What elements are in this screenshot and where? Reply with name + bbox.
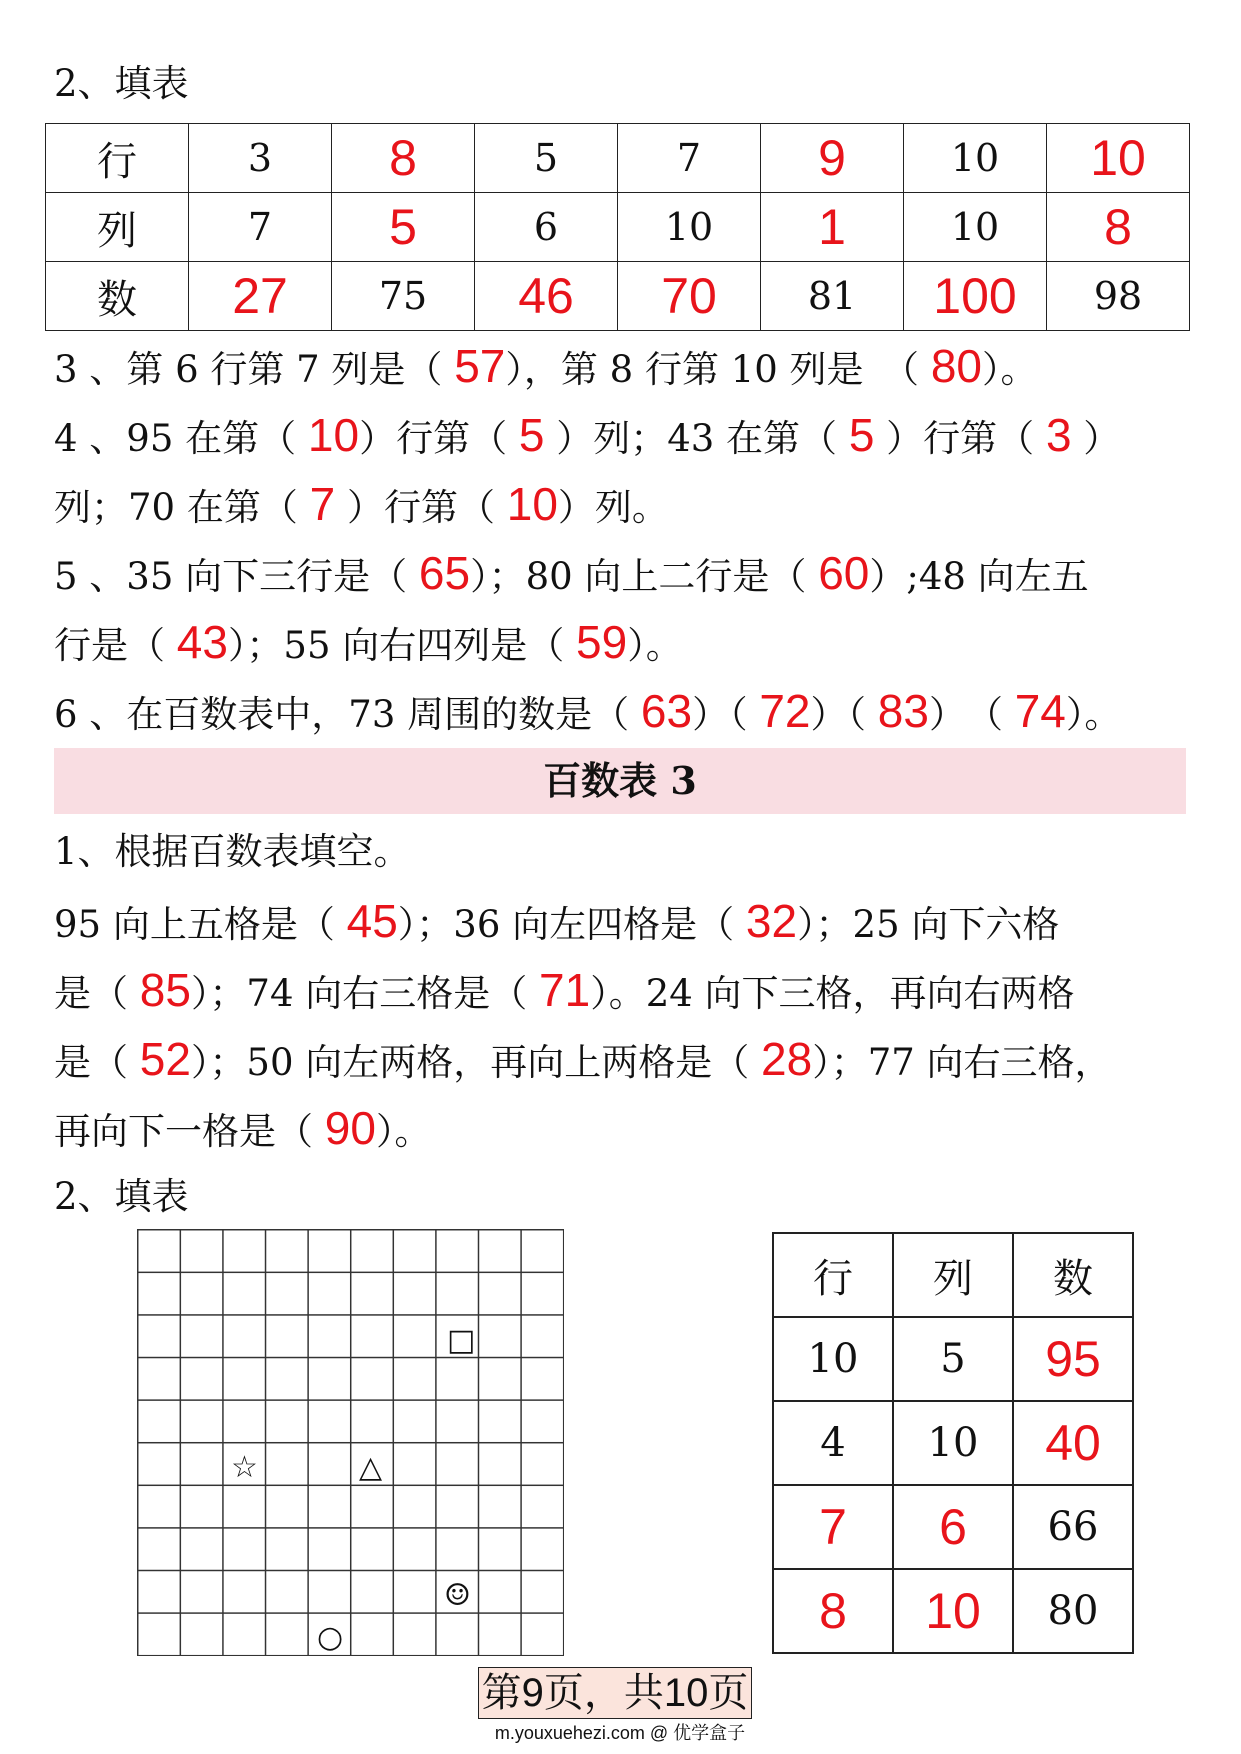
table-row (773, 1401, 1133, 1485)
table-cell: 75 (332, 262, 475, 331)
table-cell: 5 (475, 124, 618, 193)
table-cell: 81 (761, 262, 904, 331)
table-cell: 数 (46, 262, 189, 331)
section-2-title: 2、填表 (54, 62, 189, 105)
column-header: 行 (773, 1233, 893, 1317)
triangle-icon: △ (359, 1450, 383, 1485)
question-3: 3 、第 6 行第 7 列是（ 57），第 8 行第 10 列是 （ 80）。 (54, 340, 1038, 392)
answer-cell: 5 (332, 193, 475, 262)
answer: 85 (139, 964, 191, 1016)
table-cell: 行 (46, 124, 189, 193)
table-cell: 10 (618, 193, 761, 262)
answer: 90 (324, 1102, 376, 1154)
section-banner: 百数表 3 (54, 748, 1186, 814)
answer: 63 (640, 685, 693, 737)
answer: 43 (176, 616, 228, 668)
site-url: m.youxuehezi.com @ 优学盒子 (494, 1723, 746, 1743)
answer: 71 (539, 964, 591, 1016)
answer-cell: 10 (1047, 124, 1190, 193)
circle-icon: ○ (317, 1620, 344, 1655)
answer: 65 (418, 547, 471, 599)
answer-cell: 95 (1013, 1317, 1133, 1401)
answer-cell: 1 (761, 193, 904, 262)
table-cell: 10 (773, 1317, 893, 1401)
answer: 45 (346, 895, 398, 947)
section-3-question-1-title: 1、根据百数表填空。 (54, 830, 411, 873)
table-cell: 4 (773, 1401, 893, 1485)
answer: 72 (759, 685, 811, 737)
table-row (773, 1569, 1133, 1653)
column-header: 数 (1013, 1233, 1133, 1317)
answer-cell: 46 (475, 262, 618, 331)
answer-cell: 70 (618, 262, 761, 331)
fill-table-1 (45, 123, 1190, 331)
answer-cell: 27 (189, 262, 332, 331)
question-5-line-1: 5 、35 向下三行是（ 65）；80 向上二行是（ 60）;48 向左五 (54, 547, 1089, 599)
answer-cell: 7 (773, 1485, 893, 1569)
table-row (46, 262, 1190, 331)
answer: 3 (1045, 409, 1072, 461)
question-4-line-1: 4 、95 在第（ 10）行第（ 5 ）列；43 在第（ 5 ）行第（ 3 ） (54, 409, 1121, 461)
answer: 10 (506, 478, 558, 530)
answer-cell: 40 (1013, 1401, 1133, 1485)
table-cell: 10 (904, 193, 1047, 262)
table-cell: 66 (1013, 1485, 1133, 1569)
answer: 5 (518, 409, 545, 461)
s3-question-1-line-1: 95 向上五格是（ 45）；36 向左四格是（ 32）；25 向下六格 (54, 895, 1060, 947)
answer: 7 (309, 478, 336, 530)
answer-cell: 8 (1047, 193, 1190, 262)
table-header-row (773, 1233, 1133, 1317)
answer: 52 (139, 1033, 191, 1085)
column-header: 列 (893, 1233, 1013, 1317)
table-row (773, 1317, 1133, 1401)
smiley-icon: ☺ (444, 1578, 471, 1613)
question-6: 6 、在百数表中，73 周围的数是（ 63）（ 72）（ 83） （ 74）。 (54, 685, 1122, 737)
table-cell: 80 (1013, 1569, 1133, 1653)
hundred-grid (137, 1229, 564, 1656)
answer: 83 (877, 685, 929, 737)
square-icon: □ (447, 1323, 476, 1358)
answer: 28 (761, 1033, 813, 1085)
page-number: 第9页，共10页 (478, 1667, 752, 1719)
table-cell: 3 (189, 124, 332, 193)
answer: 10 (307, 409, 360, 461)
answer: 60 (818, 547, 870, 599)
answer-cell: 8 (332, 124, 475, 193)
section-3-question-2-title: 2、填表 (54, 1175, 189, 1218)
s3-question-1-line-4: 再向下一格是（ 90）。 (54, 1102, 432, 1154)
fill-table-2 (772, 1232, 1134, 1654)
answer-cell: 9 (761, 124, 904, 193)
table-cell: 5 (893, 1317, 1013, 1401)
answer: 74 (1014, 685, 1066, 737)
table-cell: 7 (189, 193, 332, 262)
answer-cell: 8 (773, 1569, 893, 1653)
table-cell: 6 (475, 193, 618, 262)
answer: 57 (454, 340, 506, 392)
table-cell: 10 (904, 124, 1047, 193)
answer-cell: 10 (893, 1569, 1013, 1653)
answer: 80 (930, 340, 982, 392)
answer-cell: 6 (893, 1485, 1013, 1569)
star-icon: ☆ (231, 1450, 258, 1485)
answer: 5 (848, 409, 875, 461)
question-5-line-2: 行是（ 43）；55 向右四列是（ 59）。 (54, 616, 683, 668)
answer-cell: 100 (904, 262, 1047, 331)
table-cell: 7 (618, 124, 761, 193)
s3-question-1-line-2: 是（ 85）；74 向右三格是（ 71）。24 向下三格，再向右两格 (54, 964, 1075, 1016)
table-cell: 列 (46, 193, 189, 262)
s3-question-1-line-3: 是（ 52）；50 向左两格，再向上两格是（ 28）；77 向右三格， (54, 1033, 1112, 1085)
table-row (46, 193, 1190, 262)
table-cell: 98 (1047, 262, 1190, 331)
table-row (46, 124, 1190, 193)
answer: 59 (576, 616, 628, 668)
table-cell: 10 (893, 1401, 1013, 1485)
table-row (773, 1485, 1133, 1569)
answer: 32 (745, 895, 798, 947)
question-4-line-2: 列；70 在第（ 7 ）行第（ 10）列。 (54, 478, 669, 530)
